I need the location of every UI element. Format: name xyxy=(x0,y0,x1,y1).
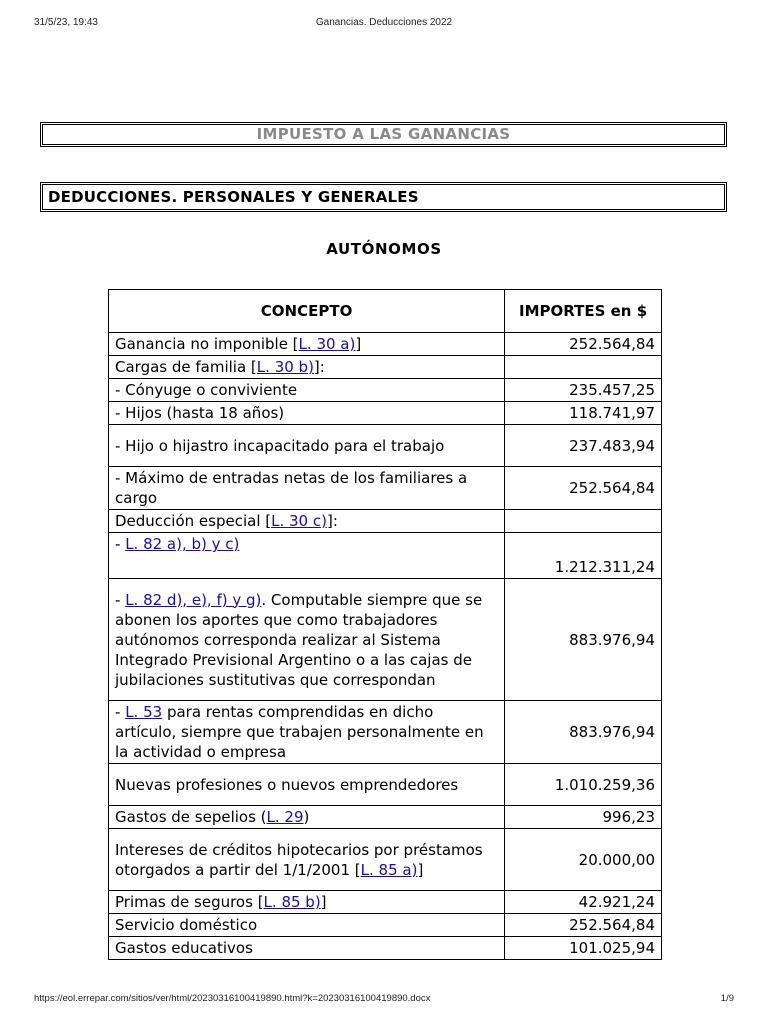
concepto-cell xyxy=(109,579,505,701)
law-reference-link[interactable]: L. 82 a), b) y c) xyxy=(125,535,240,553)
table-row xyxy=(109,579,662,701)
importe-cell: 883.976,94 xyxy=(505,579,662,701)
importe-cell: 883.976,94 xyxy=(505,701,662,764)
print-doc-title: Ganancias. Deducciones 2022 xyxy=(315,17,453,28)
law-reference-link[interactable]: L. 53 xyxy=(125,703,163,721)
table-row xyxy=(109,425,662,467)
law-reference-link[interactable]: L. 30 c) xyxy=(271,512,327,530)
concepto-text: Gastos de sepelios ( xyxy=(115,808,267,826)
importe-cell xyxy=(505,510,662,533)
importe-cell: 101.025,94 xyxy=(505,937,662,960)
concepto-cell xyxy=(109,701,505,764)
table-row xyxy=(109,333,662,356)
concepto-cell xyxy=(109,533,505,579)
law-reference-link[interactable]: L. 85 b) xyxy=(263,893,321,911)
table-row xyxy=(109,402,662,425)
importe-cell: 42.921,24 xyxy=(505,891,662,914)
concepto-text-suffix: ] xyxy=(355,335,362,353)
concepto-text-suffix: ]: xyxy=(326,512,338,530)
law-reference-link[interactable]: L. 30 a) xyxy=(298,335,356,353)
table-row xyxy=(109,764,662,806)
concepto-cell xyxy=(109,891,505,914)
concepto-cell xyxy=(109,914,505,937)
table-row xyxy=(109,379,662,402)
importe-cell: 252.564,84 xyxy=(505,467,662,510)
concepto-cell xyxy=(109,379,505,402)
law-reference-link[interactable]: L. 82 d), e), f) y g) xyxy=(125,590,262,609)
concepto-text: - xyxy=(115,590,126,609)
concepto-cell xyxy=(109,937,505,960)
print-url: https://eol.errepar.com/sitios/ver/html/20230316100419890.html?k=20230316100419890.docx xyxy=(34,993,431,1004)
table-row xyxy=(109,937,662,960)
table-row xyxy=(109,510,662,533)
concepto-text-suffix: ] xyxy=(417,860,424,879)
concepto-text: Cargas de familia [ xyxy=(115,358,257,376)
concepto-cell xyxy=(109,425,505,467)
concepto-text: Gastos educativos xyxy=(115,939,253,957)
subtitle: AUTÓNOMOS xyxy=(326,240,442,258)
importe-cell: 118.741,97 xyxy=(505,402,662,425)
concepto-cell xyxy=(109,402,505,425)
law-reference-link[interactable]: L. 85 a) xyxy=(360,860,418,879)
concepto-text: Ganancia no imponible [ xyxy=(115,335,299,353)
concepto-text: Primas de seguros [ xyxy=(115,893,264,911)
table-row xyxy=(109,533,662,579)
concepto-text: - xyxy=(115,703,126,721)
concepto-text-suffix: . Computable siempre que se abonen los aportes que como trabajadores autónomos corresponda realizar al Sistema Integrado Previsional Argentino o a las cajas de jubilaciones sustitutivas que correspondan xyxy=(115,590,483,689)
table-row xyxy=(109,467,662,510)
table-row xyxy=(109,701,662,764)
importe-cell: 1.212.311,24 xyxy=(505,533,662,579)
print-datetime: 31/5/23, 19:43 xyxy=(34,17,98,28)
section-box: DEDUCCIONES. PERSONALES Y GENERALES xyxy=(42,184,725,210)
concepto-text: - Máximo de entradas netas de los familiares a cargo xyxy=(115,469,468,507)
importe-cell: 252.564,84 xyxy=(505,914,662,937)
table-header-row xyxy=(109,290,662,333)
concepto-text: - Cónyuge o conviviente xyxy=(115,381,298,399)
concepto-cell xyxy=(109,467,505,510)
table-row xyxy=(109,356,662,379)
concepto-text: - Hijo o hijastro incapacitado para el trabajo xyxy=(115,436,445,455)
law-reference-link[interactable]: L. 30 b) xyxy=(256,358,314,376)
concepto-text: Nuevas profesiones o nuevos emprendedores xyxy=(115,775,459,794)
title-box: IMPUESTO A LAS GANANCIAS xyxy=(42,124,725,145)
concepto-cell xyxy=(109,356,505,379)
print-page-number: 1/9 xyxy=(720,993,734,1004)
table-row xyxy=(109,891,662,914)
concepto-text: - xyxy=(115,535,126,553)
importe-cell: 237.483,94 xyxy=(505,425,662,467)
importe-cell xyxy=(505,356,662,379)
table-row xyxy=(109,914,662,937)
concepto-text: Deducción especial [ xyxy=(115,512,272,530)
concepto-text: Intereses de créditos hipotecarios por préstamos otorgados a partir del 1/1/2001 [ xyxy=(115,840,483,879)
header-concepto: CONCEPTO xyxy=(109,290,505,333)
importe-cell: 252.564,84 xyxy=(505,333,662,356)
importe-cell: 235.457,25 xyxy=(505,379,662,402)
importe-cell: 20.000,00 xyxy=(505,829,662,891)
concepto-text-suffix: para rentas comprendidas en dicho artículo, siempre que trabajen personalmente en la actividad o empresa xyxy=(115,703,484,761)
law-reference-link[interactable]: L. 29 xyxy=(266,808,304,826)
importe-cell: 1.010.259,36 xyxy=(505,764,662,806)
concepto-text-suffix: ] xyxy=(320,893,327,911)
concepto-cell xyxy=(109,829,505,891)
concepto-text-suffix: ]: xyxy=(313,358,325,376)
concepto-text: - Hijos (hasta 18 años) xyxy=(115,404,285,422)
deductions-table xyxy=(108,289,662,960)
concepto-cell xyxy=(109,764,505,806)
concepto-cell xyxy=(109,806,505,829)
table-row xyxy=(109,829,662,891)
header-importes: IMPORTES en $ xyxy=(505,290,662,333)
concepto-cell xyxy=(109,510,505,533)
concepto-text: Servicio doméstico xyxy=(115,916,258,934)
table-row xyxy=(109,806,662,829)
concepto-text-suffix: ) xyxy=(303,808,310,826)
concepto-cell xyxy=(109,333,505,356)
importe-cell: 996,23 xyxy=(505,806,662,829)
